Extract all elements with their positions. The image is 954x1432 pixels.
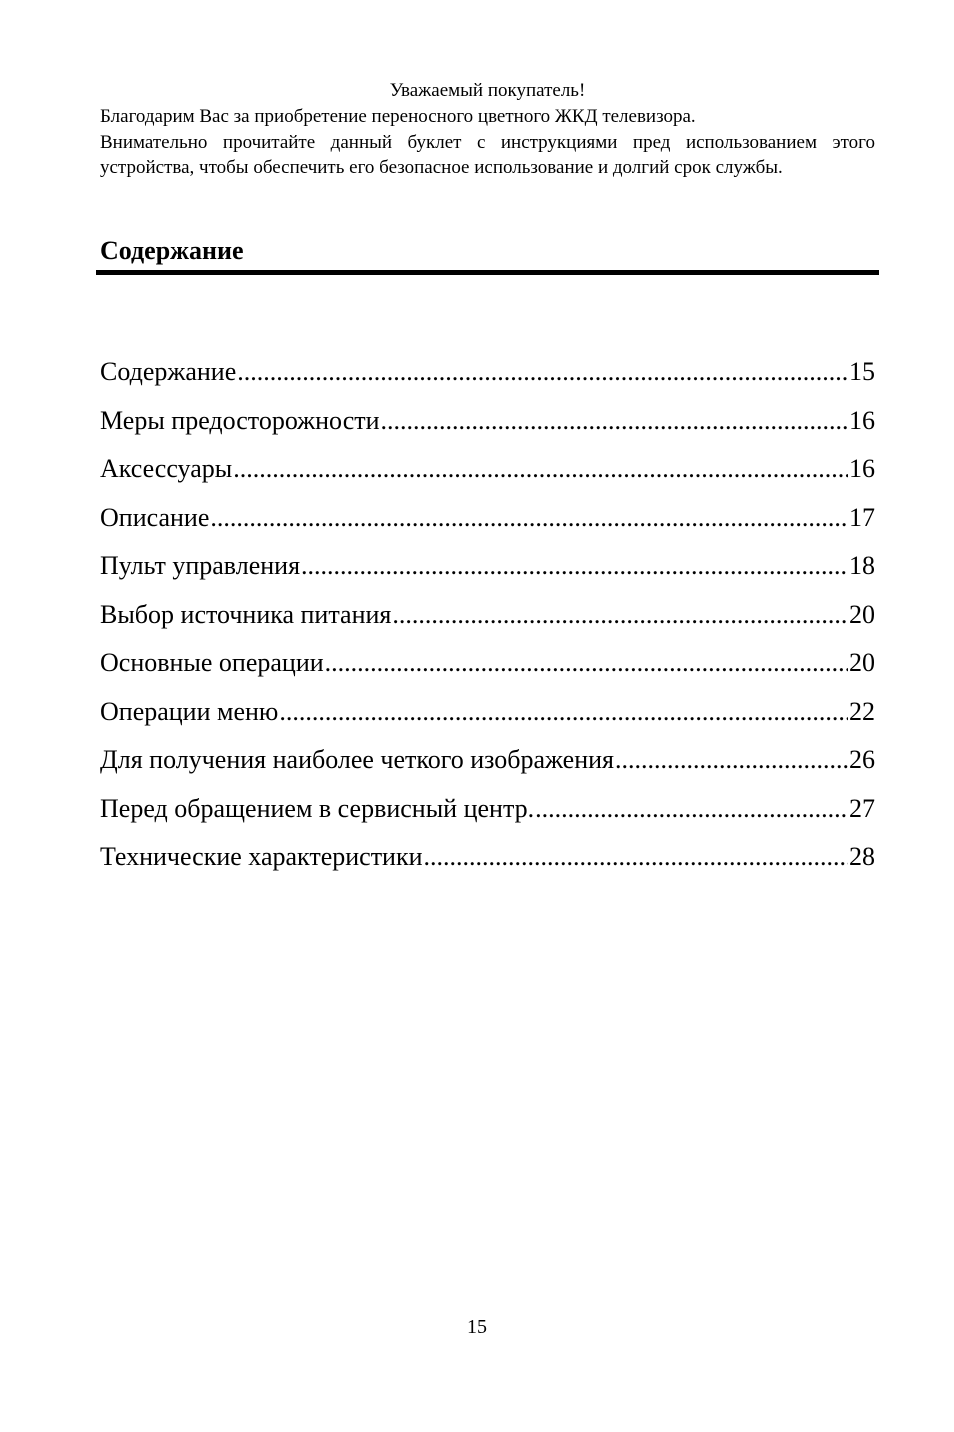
toc-item-page: 18 — [849, 551, 875, 580]
toc-leader — [615, 742, 848, 778]
toc-item[interactable] — [100, 597, 875, 646]
toc-item-label: Перед обращением в сервисный центр. — [100, 793, 535, 823]
toc-item-page: 28 — [849, 842, 875, 871]
toc-item-page: 15 — [849, 357, 875, 386]
toc-item-label: Аксессуары — [100, 454, 233, 483]
toc-item[interactable] — [100, 645, 875, 694]
toc-item-label: Содержание — [100, 357, 237, 386]
toc-item[interactable] — [100, 354, 875, 403]
table-of-contents — [100, 354, 875, 888]
toc-leader — [237, 354, 848, 390]
toc-item-label: Для получения наиболее четкого изображения — [100, 745, 614, 774]
toc-item[interactable] — [100, 500, 875, 549]
intro-line-1: Благодарим Вас за приобретение переносного цветного ЖКД телевизора. — [100, 106, 696, 127]
page-content — [100, 78, 875, 871]
contents-title: Содержание — [100, 236, 244, 265]
toc-item-page: 16 — [849, 405, 875, 435]
toc-leader — [301, 548, 848, 584]
toc-item-page: 20 — [849, 648, 875, 677]
toc-leader — [210, 500, 848, 536]
toc-item-label: Описание — [100, 502, 210, 532]
title-divider — [96, 270, 879, 275]
toc-leader — [535, 791, 848, 827]
toc-leader — [392, 597, 848, 633]
toc-item-label: Выбор источника питания — [100, 599, 392, 629]
toc-item-label: Меры предосторожности — [100, 405, 380, 435]
toc-item-page: 26 — [849, 745, 875, 774]
toc-item[interactable] — [100, 548, 875, 597]
toc-leader — [424, 839, 848, 875]
page-number: 15 — [467, 1316, 487, 1338]
toc-item[interactable] — [100, 839, 875, 888]
toc-leader — [279, 694, 848, 730]
toc-item[interactable] — [100, 791, 875, 840]
toc-item-page: 22 — [849, 696, 875, 726]
toc-item-label: Технические характеристики — [100, 842, 423, 871]
toc-item-label: Операции меню — [100, 696, 279, 726]
intro-text — [100, 104, 875, 181]
toc-item-page: 20 — [849, 599, 875, 629]
toc-leader — [325, 645, 848, 681]
toc-item[interactable] — [100, 451, 875, 500]
toc-item-label: Основные операции — [100, 648, 324, 677]
toc-item[interactable] — [100, 742, 875, 791]
toc-item-page: 16 — [849, 454, 875, 483]
toc-leader — [381, 403, 848, 439]
toc-item-page: 27 — [849, 793, 875, 823]
toc-leader — [233, 451, 848, 487]
greeting: Уважаемый покупатель! — [389, 80, 586, 101]
toc-item[interactable] — [100, 694, 875, 743]
toc-item[interactable] — [100, 403, 875, 452]
toc-item-page: 17 — [849, 502, 875, 532]
toc-item-label: Пульт управления — [100, 551, 301, 580]
intro-line-2: Внимательно прочитайте данный буклет с инструкциями пред использованием этого устройства, чтобы обеспечить его безопасное использование и долгий срок службы. — [100, 131, 875, 178]
